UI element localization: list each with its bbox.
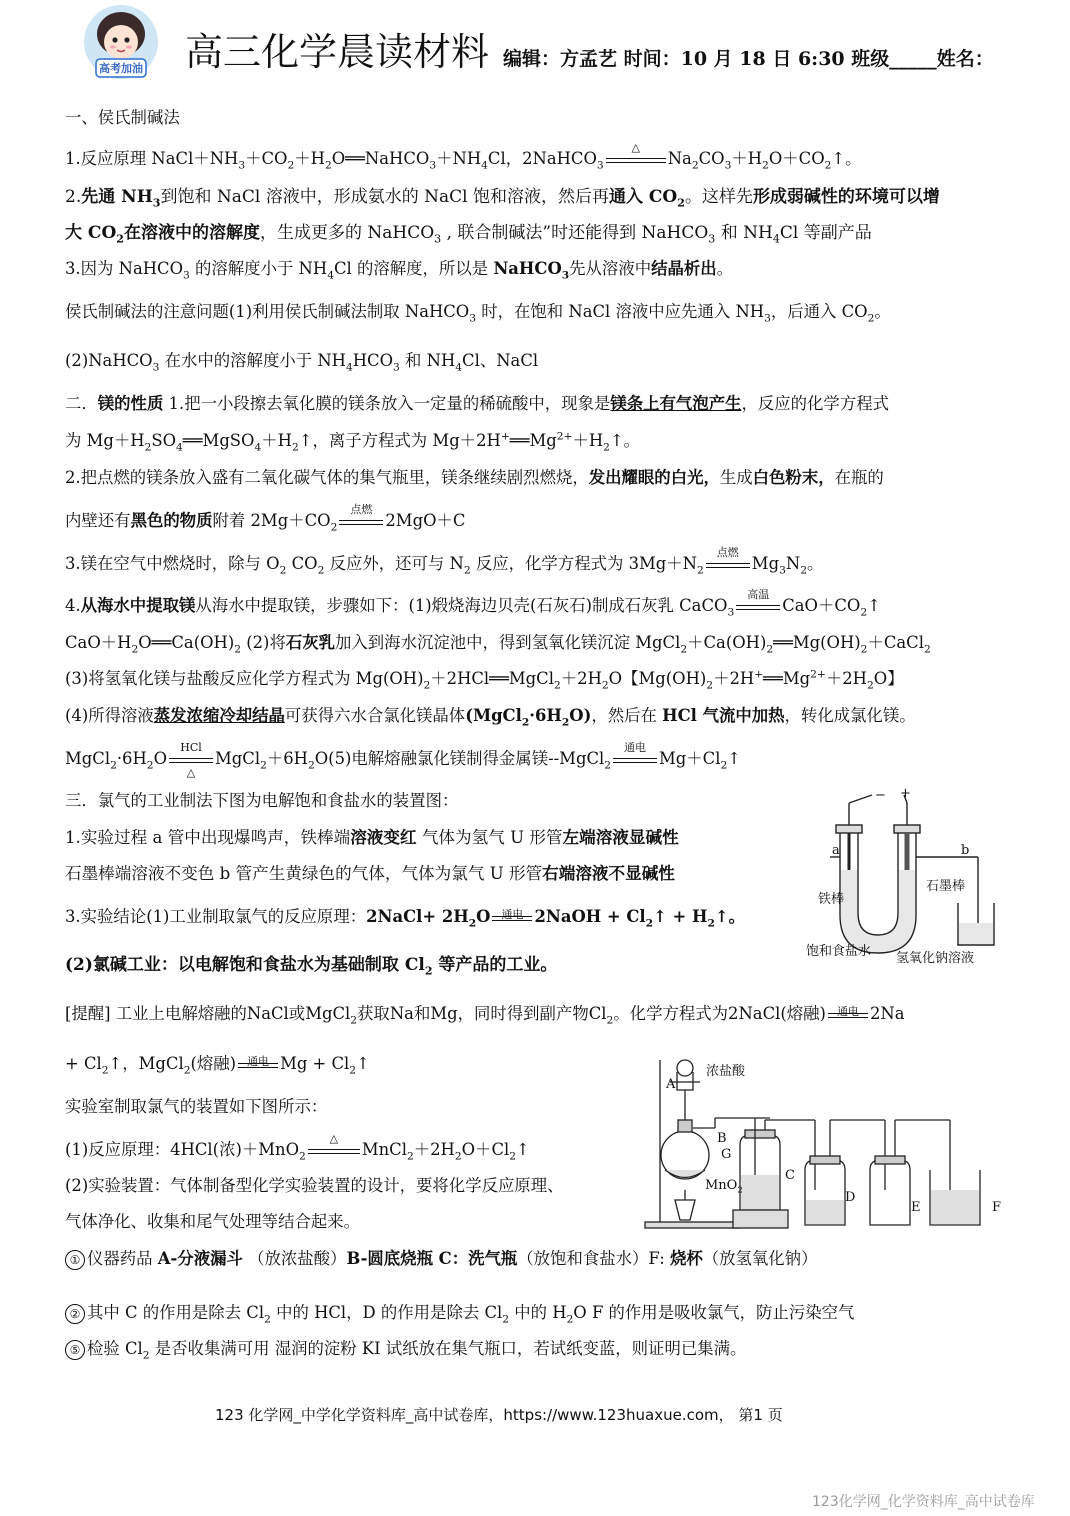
header-meta: 编辑：方孟艺 时间：10 月 18 日 6:30 班级_____姓名： <box>503 48 994 70</box>
text-line: (4)所得溶液蒸发浓缩冷却结晶可获得六水合氯化镁晶体$(MgCl_2\cdot 6H_2O)$，然后在 HCl 气流中加热，转化成氯化镁。 <box>65 706 916 729</box>
text-line: (2)实验装置：气体制备型化学实验装置的设计，要将化学反应原理、 <box>65 1176 564 1195</box>
text-line: 3.因为 NaHCO$_3$ 的溶解度小于 $NH_4Cl$ 的溶解度，所以是 NaHCO$_3$先从溶液中结晶析出。 <box>65 259 734 282</box>
text-line: + $Cl_2↑$，MgCl$_2$(熔融) 通电 $Mg + Cl_2↑$ <box>65 1054 370 1077</box>
text-line: 二．镁的性质 1.把一小段擦去氧化膜的镁条放入一定量的稀硫酸中，现象是镁条上有气泡产生，反应的化学方程式 <box>65 394 889 413</box>
text-line: ① 仪器药品 A-分液漏斗 （放浓盐酸）B-圆底烧瓶 C：洗气瓶（放饱和食盐水）F: 烧杯（放氢氧化钠） <box>65 1248 817 1270</box>
avatar-label: 高考加油 <box>99 62 143 75</box>
text-line: 侯氏制碱法的注意问题(1)利用侯氏制碱法制取 NaHCO$_3$ 时，在饱和 NaCl 溶液中应先通入 $NH_3$，后通入 $CO_2$。 <box>65 302 891 325</box>
reaction-arrow: 通电 <box>238 1058 278 1072</box>
brine-label: 饱和食盐水 <box>806 944 872 959</box>
label-A: A <box>666 1077 676 1092</box>
text-line: 1.实验过程 a 管中出现爆鸣声，铁棒端溶液变红 气体为氢气 U 形管左端溶液显碱性 <box>65 827 679 847</box>
tube-a-label: a <box>832 843 840 858</box>
text-line: (1)反应原理：4HCl(浓)＋MnO$_2$ △ $MnCl_2+2H_2O+Cl_2↑$ <box>65 1131 530 1163</box>
text-line: 2.先通 $NH_3$到饱和 NaCl 溶液中，形成氨水的 NaCl 饱和溶液，然后再通入 $CO_2$。这样先形成弱碱性的环境可以增 <box>65 187 940 210</box>
text-line: $MgCl_2\cdot 6H_2O$ HCl △ $MgCl_2+6H_2O(5)$电解熔融氯化镁制得金属镁--MgCl$_2$ 通电 $Mg+Cl_2↑$ <box>65 740 741 779</box>
reaction-arrow: 通电 <box>828 1008 868 1022</box>
chlorine-apparatus-diagram <box>640 1050 1010 1235</box>
text-line: 3.实验结论(1)工业制取氯气的反应原理：2NaCl+ $2H_2O$ 通电 2NaOH + $Cl_2↑$ + $H_2↑$。 <box>65 907 745 930</box>
hcl-label: 浓盐酸 <box>706 1064 746 1079</box>
reaction-arrow: 通电 <box>613 753 657 767</box>
text-line: (2)NaHCO$_3$ 在水中的溶解度小于 $NH_4HCO_3$ 和 $NH_4Cl$、NaCl <box>65 351 539 374</box>
text-line: 三．氯气的工业制法下图为电解饱和食盐水的装置图： <box>65 791 459 810</box>
naoh-label: 氢氧化钠溶液 <box>896 951 975 966</box>
text-line: 3.镁在空气中燃烧时，除与 $O_2$ $CO_2$ 反应外，还可与 $N_2$ 反应，化学方程式为 $3Mg+N_2$ 点燃 $Mg_3N_2$。 <box>65 545 824 577</box>
text-line: 大 $CO_2$在溶液中的溶解度，生成更多的 NaHCO$_3$ , 联合制碱法”时还能得到 NaHCO$_3$ 和 $NH_4Cl$ 等副产品 <box>65 223 872 246</box>
reaction-arrow: △ <box>606 153 666 167</box>
reaction-arrow: △ <box>308 1144 360 1158</box>
reaction-arrow: 通电 <box>492 911 532 925</box>
label-F: F <box>992 1200 1002 1215</box>
page-title: 高三化学晨读材料 <box>185 30 490 74</box>
anode-sign: + <box>900 786 911 801</box>
text-line: 4.从海水中提取镁从海水中提取镁，步骤如下：(1)煅烧海边贝壳(石灰石)制成石灰乳 CaCO$_3$ 高温 $CaO+CO_2↑$ <box>65 587 881 619</box>
text-line: 内壁还有黑色的物质附着 $2Mg+CO_2$ 点燃 2MgO＋C <box>65 502 466 534</box>
reaction-arrow: 点燃 <box>339 515 383 529</box>
page-footer: 123 化学网_中学化学资料库_高中试卷库，https://www.123huaxue.com， 第1 页 <box>215 1406 783 1424</box>
label-C: C <box>785 1168 795 1183</box>
label-D: D <box>845 1190 856 1205</box>
mno2-label: MnO$_2$ <box>705 1178 743 1195</box>
reaction-arrow: 高温 <box>736 600 780 614</box>
label-B: B <box>717 1131 727 1146</box>
reaction-arrow: 点燃 <box>706 558 750 572</box>
reaction-arrow: HCl △ <box>169 753 213 767</box>
text-line: 2.把点燃的镁条放入盛有二氧化碳气体的集气瓶里，镁条继续剧烈燃烧，发出耀眼的白光，生成白色粉末，在瓶的 <box>65 468 884 487</box>
text-line: 气体净化、收集和尾气处理等结合起来。 <box>65 1212 361 1231</box>
label-E: E <box>911 1200 921 1215</box>
text-line: (2)氯碱工业：以电解饱和食盐水为基础制取 $Cl_2$ 等产品的工业。 <box>65 955 558 978</box>
text-line: ⑤ 检验 $Cl_2$ 是否收集满可用 湿润的淀粉 KI 试纸放在集气瓶口，若试纸变蓝，则证明已集满。 <box>65 1338 746 1360</box>
text-line: [提醒] 工业上电解熔融的NaCl或MgCl$_2$获取Na和Mg，同时得到副产物$Cl_2$。化学方程式为2NaCl(熔融) 通电 2Na <box>65 1004 905 1027</box>
text-line: $CaO+H_2O══Ca(OH)_2$ (2)将石灰乳加入到海水沉淀池中，得到氢氧化镁沉淀 $MgCl_2+Ca(OH)_2══Mg(OH)_2+CaCl_2$ <box>65 633 931 656</box>
text-line: 1.反应原理 $NaCl+NH_3+CO_2+H_2O══NaHCO_3+NH_4Cl$，2NaHCO$_3$ △ $Na_2CO_3+H_2O+CO_2↑$。 <box>65 140 862 172</box>
graphite-rod-label: 石墨棒 <box>926 879 966 894</box>
label-G: G <box>721 1147 732 1162</box>
text-line: ② 其中 C 的作用是除去 $Cl_2$ 中的 HCl，D 的作用是除去 $Cl_2$ 中的 $H_2O$ F 的作用是吸收氯气，防止污染空气 <box>65 1302 854 1324</box>
text-line: 实验室制取氯气的装置如下图所示： <box>65 1097 328 1116</box>
tube-b-label: b <box>961 843 970 858</box>
section-heading-1: 一、侯氏制碱法 <box>65 108 180 127</box>
watermark: 123化学网_化学资料库_高中试卷库 <box>812 1494 1035 1510</box>
cathode-sign: − <box>875 788 886 803</box>
text-line: (3)将氢氧化镁与盐酸反应化学方程式为 $Mg(OH)_2+2HCl══MgCl_2+2H_2O$【$Mg(OH)_2+2H^+══Mg^{2+}+2H_2O$】 <box>65 667 904 692</box>
text-line: 石墨棒端溶液不变色 b 管产生黄绿色的气体，气体为氯气 U 形管右端溶液不显碱性 <box>65 863 675 883</box>
iron-rod-label: 铁棒 <box>818 892 845 907</box>
text-line: 为 $Mg+H_2SO_4══MgSO_4+H_2↑$，离子方程式为 $Mg+2H^+══Mg^{2+}+H_2↑$。 <box>65 429 641 454</box>
